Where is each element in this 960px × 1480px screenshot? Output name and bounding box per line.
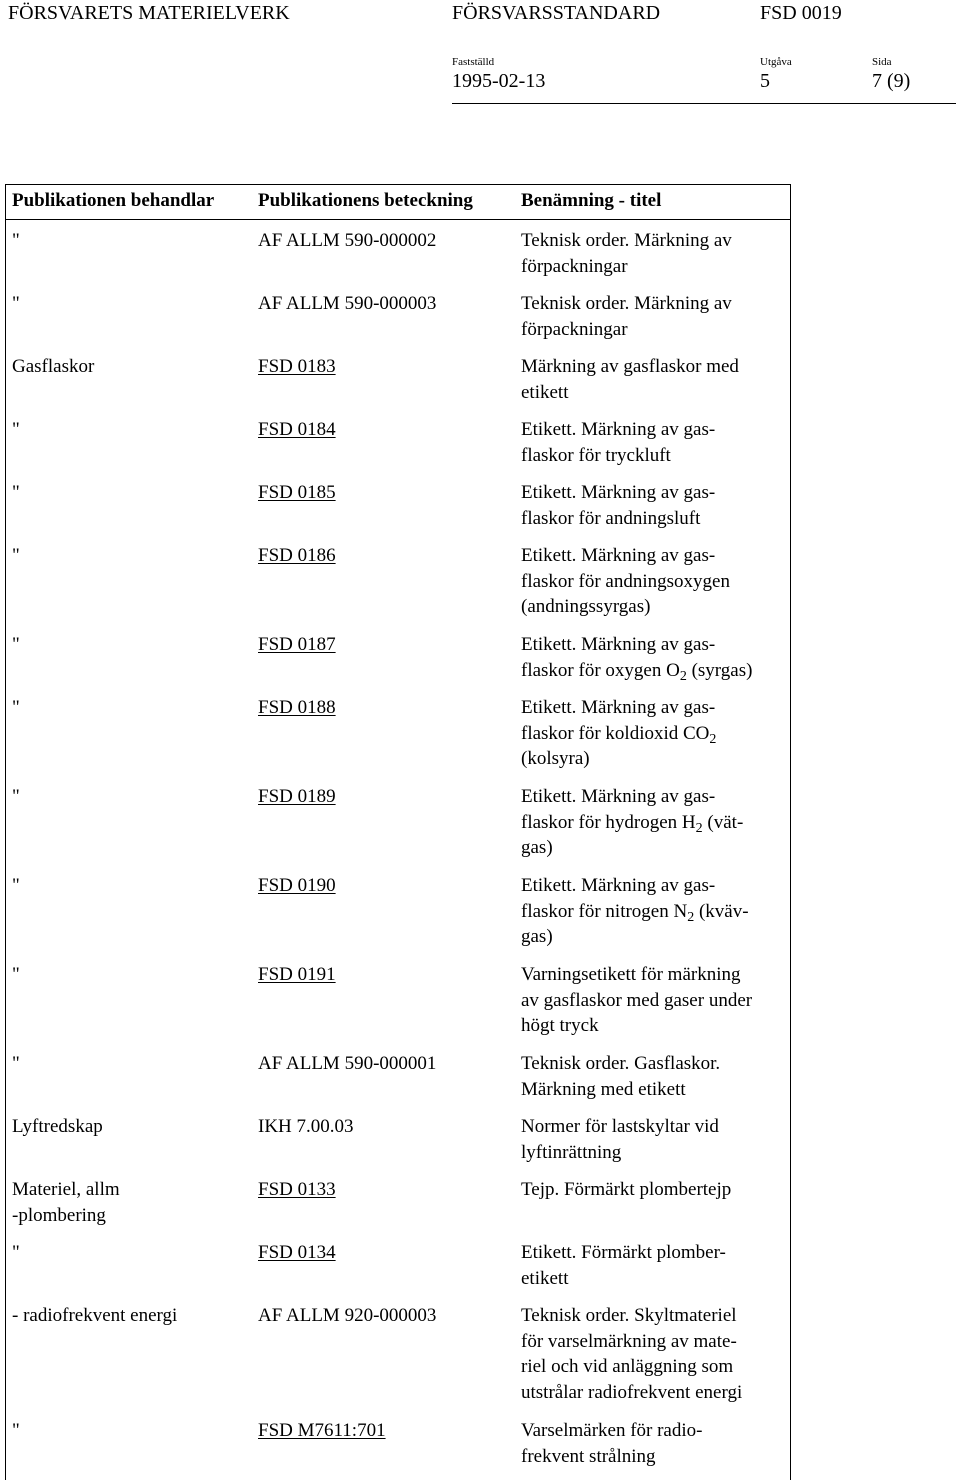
cell-title: Teknisk order. Märkning av förpackningar — [521, 230, 732, 277]
cell-title: Teknisk order. Märkning av förpackningar — [521, 293, 732, 340]
cell-designation: FSD 0133 — [258, 1179, 336, 1200]
cell-title: Etikett. Märkning av gas- flaskor för oxygen $O_2$ (syrgas) — [521, 634, 753, 684]
table-top-border — [5, 184, 791, 185]
column-header-designation: Publikationens beteckning — [258, 190, 473, 211]
cell-title: Teknisk order. Skyltmateriel för varselmärkning av mate- riel och vid anläggning som utstrålar radiofrekvent energi — [521, 1305, 743, 1403]
cell-title: Varningsetikett för märkning av gasflaskor med gaser under högt tryck — [521, 964, 753, 1036]
cell-subject: Lyftredskap — [12, 1116, 103, 1137]
cell-title: Tejp. Förmärkt plombertejp — [521, 1179, 732, 1200]
cell-subject: " — [12, 1420, 20, 1441]
cell-subject: " — [12, 419, 20, 440]
table-header-border — [5, 219, 791, 220]
cell-title: Etikett. Förmärkt plomber- etikett — [521, 1242, 726, 1289]
cell-designation: AF ALLM 590-000003 — [258, 293, 437, 314]
header-divider — [452, 103, 956, 104]
table-left-border — [5, 184, 6, 1480]
cell-subject: - radiofrekvent energi — [12, 1305, 178, 1326]
cell-subject: " — [12, 697, 20, 718]
cell-subject: Materiel, allm -plombering — [12, 1179, 120, 1226]
cell-subject: " — [12, 964, 20, 985]
document-code: FSD 0019 — [760, 2, 842, 24]
utgava-value: 5 — [760, 70, 770, 92]
cell-designation: FSD M7611:701 — [258, 1420, 386, 1441]
cell-subject: " — [12, 293, 20, 314]
cell-subject: " — [12, 634, 20, 655]
cell-subject: " — [12, 1242, 20, 1263]
utgava-label: Utgåva — [760, 56, 792, 68]
cell-designation: FSD 0134 — [258, 1242, 336, 1263]
cell-title: Etikett. Märkning av gas- flaskor för andningsluft — [521, 482, 716, 529]
cell-designation: IKH 7.00.03 — [258, 1116, 354, 1137]
cell-title: Etikett. Märkning av gas- flaskor för andningsoxygen (andningssyrgas) — [521, 545, 730, 617]
cell-subject: " — [12, 230, 20, 251]
cell-designation: FSD 0183 — [258, 356, 336, 377]
organization-name: FÖRSVARETS MATERIELVERK — [8, 2, 290, 24]
cell-subject: " — [12, 1053, 20, 1074]
cell-title: Normer för lastskyltar vid lyftinrättning — [521, 1116, 719, 1163]
cell-subject: " — [12, 875, 20, 896]
cell-title: Varselmärken för radio- frekvent strålning — [521, 1420, 703, 1467]
cell-designation: FSD 0185 — [258, 482, 336, 503]
page-header — [0, 0, 960, 28]
cell-designation: FSD 0187 — [258, 634, 336, 655]
cell-title: Etikett. Märkning av gas- flaskor för nitrogen $N_2$ (kväv- gas) — [521, 875, 749, 947]
cell-designation: FSD 0191 — [258, 964, 336, 985]
fastalld-label: Fastställd — [452, 56, 495, 68]
cell-designation: FSD 0186 — [258, 545, 336, 566]
column-header-title: Benämning - titel — [521, 190, 662, 211]
cell-subject: " — [12, 545, 20, 566]
cell-designation: FSD 0188 — [258, 697, 336, 718]
cell-designation: FSD 0190 — [258, 875, 336, 896]
cell-subject: " — [12, 482, 20, 503]
cell-title: Märkning av gasflaskor med etikett — [521, 356, 739, 403]
cell-designation: AF ALLM 590-000002 — [258, 230, 437, 251]
document-type: FÖRSVARSSTANDARD — [452, 2, 661, 24]
cell-designation: AF ALLM 590-000001 — [258, 1053, 437, 1074]
cell-title: Teknisk order. Gasflaskor. Märkning med etikett — [521, 1053, 721, 1100]
column-header-subject: Publikationen behandlar — [12, 190, 215, 211]
sida-label: Sida — [872, 56, 892, 68]
sida-value: 7 (9) — [872, 70, 911, 92]
table-right-border — [790, 184, 791, 1480]
fastalld-value: 1995-02-13 — [452, 70, 546, 92]
cell-designation: AF ALLM 920-000003 — [258, 1305, 437, 1326]
cell-designation: FSD 0184 — [258, 419, 336, 440]
cell-subject: " — [12, 786, 20, 807]
cell-title: Etikett. Märkning av gas- flaskor för koldioxid $CO_2$ (kolsyra) — [521, 697, 717, 769]
cell-title: Etikett. Märkning av gas- flaskor för hydrogen $H_2$ (vät- gas) — [521, 786, 744, 858]
cell-subject: Gasflaskor — [12, 356, 95, 377]
cell-title: Etikett. Märkning av gas- flaskor för tryckluft — [521, 419, 716, 466]
cell-designation: FSD 0189 — [258, 786, 336, 807]
